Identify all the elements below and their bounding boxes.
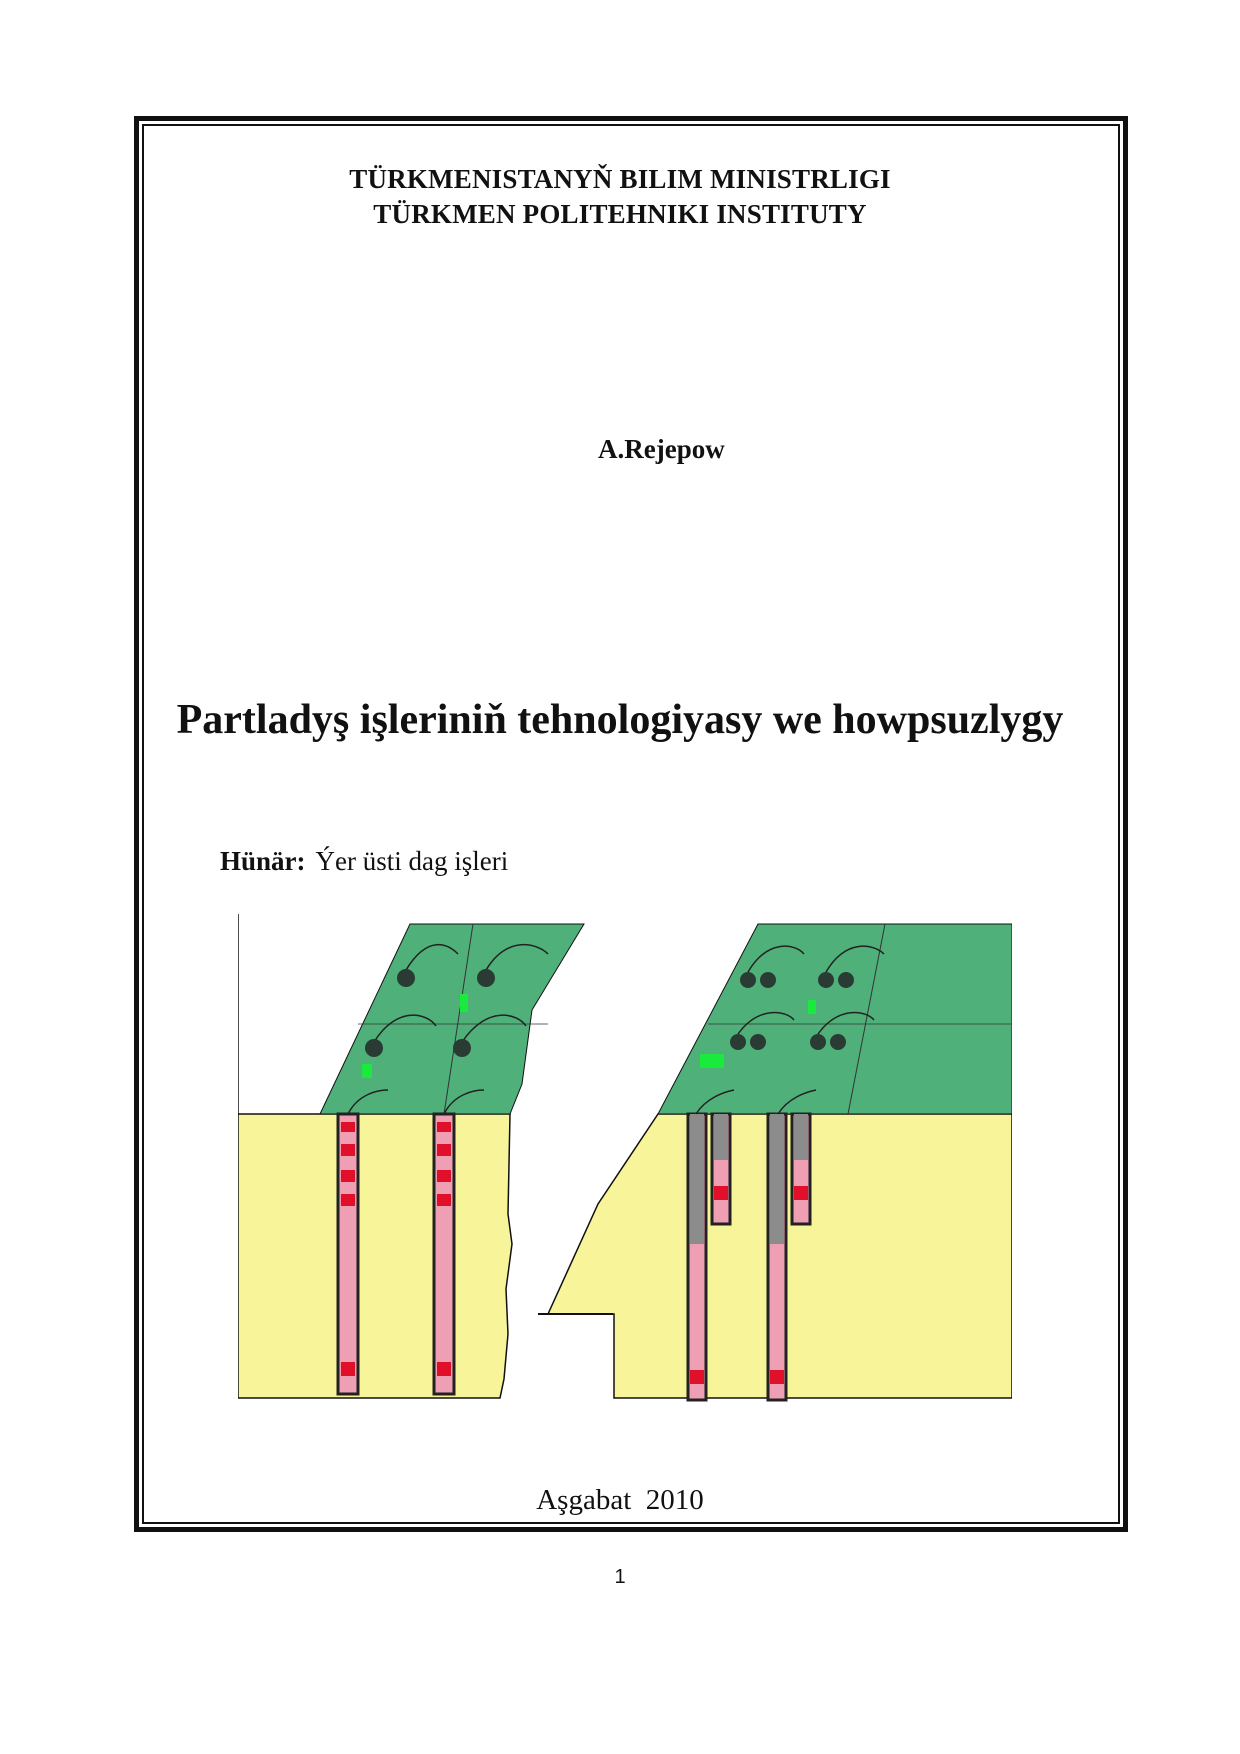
document-title: Partladyş işleriniň tehnologiyasy we howpsuzlygy xyxy=(176,697,1064,743)
specialty-line xyxy=(220,846,508,877)
left-borehole-1 xyxy=(338,1114,358,1394)
left-borehole-2 xyxy=(434,1114,454,1394)
institute-heading: TÜRKMEN POLITEHNIKI INSTITUTY xyxy=(373,199,867,229)
right-borehole-4 xyxy=(792,1114,810,1224)
ministry-heading: TÜRKMENISTANYŇ BILIM MINISTRLIGI xyxy=(349,164,891,194)
right-borehole-3 xyxy=(768,1114,786,1400)
blasting-illustration xyxy=(238,914,1012,1410)
page-number: 1 xyxy=(614,1566,626,1588)
specialty-label: Hünär: xyxy=(220,846,306,876)
author-name: A.Rejepow xyxy=(598,434,725,464)
city-year: Aşgabat 2010 xyxy=(536,1484,704,1516)
right-bench-surface xyxy=(658,924,1012,1114)
left-bench-surface xyxy=(320,924,584,1114)
right-borehole-1 xyxy=(688,1114,706,1400)
specialty-value: Ýer üsti dag işleri xyxy=(315,846,509,876)
right-borehole-2 xyxy=(712,1114,730,1224)
